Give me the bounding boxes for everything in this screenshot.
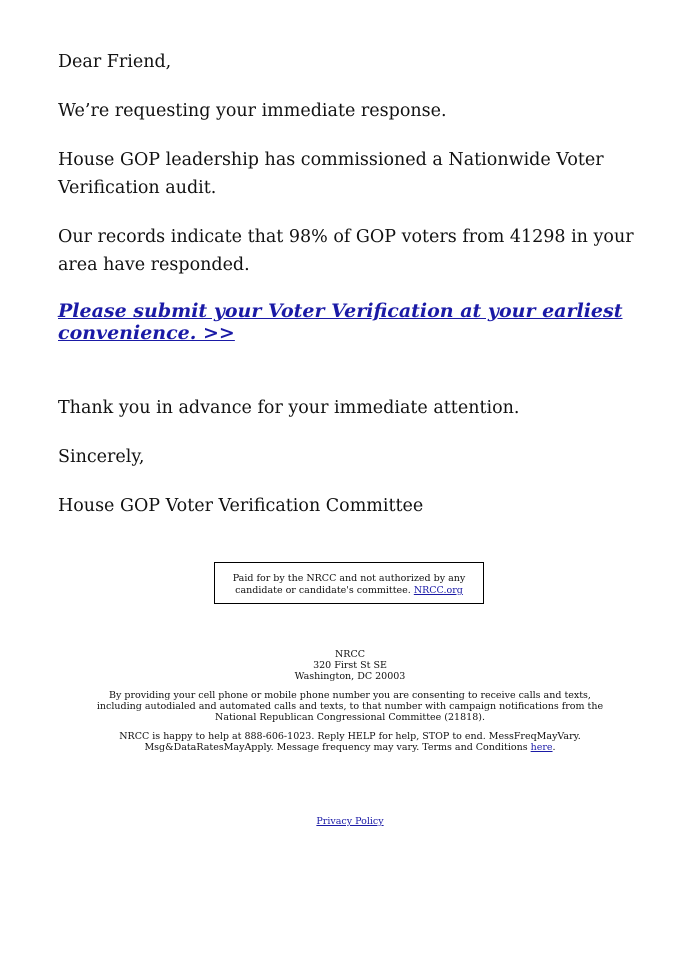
- closing: Sincerely,: [58, 447, 145, 467]
- help-text-end: .: [552, 742, 556, 753]
- footer: [90, 649, 610, 761]
- disclaimer-text: Paid for by the NRCC and not authorized by any candidate or candidate's committee.: [232, 573, 466, 596]
- privacy-policy-link[interactable]: Privacy Policy: [316, 816, 384, 827]
- paragraph-thanks: Thank you in advance for your immediate attention.: [58, 398, 520, 418]
- terms-link[interactable]: here: [530, 742, 553, 753]
- paragraph-records: Our records indicate that 98% of GOP voters from 41298 in your area have responded.: [58, 227, 634, 275]
- paid-for-disclaimer: [214, 562, 484, 604]
- submit-verification-link[interactable]: Please submit your Voter Verification at your earliest convenience. >>: [58, 300, 623, 344]
- letter-body: [58, 48, 658, 541]
- consent-text: By providing your cell phone or mobile phone number you are consenting to receive calls and texts, including autodialed and automated calls and texts, to that number with campaign notifications from the National Republican Congressional Committee (21818).: [96, 690, 604, 723]
- paragraph-request: We’re requesting your immediate response.: [58, 101, 447, 121]
- privacy-footer: [90, 816, 610, 827]
- nrcc-org-link[interactable]: NRCC.org: [413, 585, 463, 596]
- footer-city: Washington, DC 20003: [294, 671, 406, 682]
- greeting: Dear Friend,: [58, 52, 172, 72]
- help-text: [90, 731, 610, 753]
- signature: House GOP Voter Verification Committee: [58, 496, 424, 516]
- footer-org: NRCC: [334, 649, 365, 660]
- footer-street: 320 First St SE: [313, 660, 387, 671]
- paragraph-audit: House GOP leadership has commissioned a Nationwide Voter Verification audit.: [58, 150, 604, 198]
- help-text-body: NRCC is happy to help at 888-606-1023. Reply HELP for help, STOP to end. MessFreqMayVary. Msg&DataRatesMayApply. Message frequency may vary. Terms and Conditions: [119, 731, 581, 753]
